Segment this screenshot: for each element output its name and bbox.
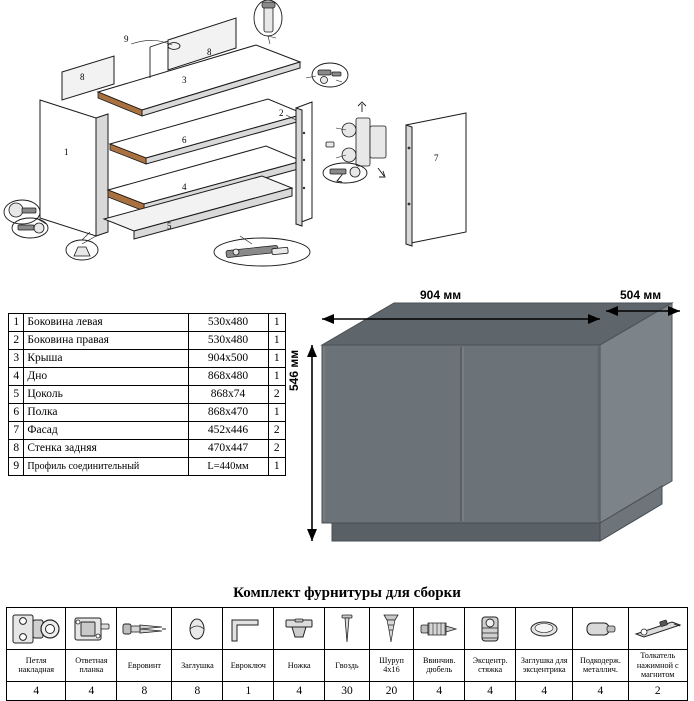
part-dimension: 904х500 — [188, 350, 268, 368]
kit-icons-row — [7, 608, 688, 650]
kit-title: Комплект фурнитуры для сборки — [233, 585, 461, 601]
hardware-bubble-dowel-screw — [312, 63, 348, 87]
parts-table — [8, 313, 286, 476]
table-row — [9, 422, 286, 440]
part-number: 6 — [9, 404, 24, 422]
exploded-assembly-diagram — [0, 0, 694, 285]
table-row — [9, 332, 286, 350]
eccentric-icon — [465, 608, 516, 650]
table-row — [9, 368, 286, 386]
kit-item-label: Шуруп 4х16 — [369, 650, 414, 682]
kit-item-count: 4 — [414, 681, 465, 700]
euro-screw-icon — [117, 608, 172, 650]
hardware-bubble-cam-left2 — [12, 218, 48, 238]
cabinet-height-label: 546 мм — [287, 349, 301, 391]
callout-1: 1 — [64, 147, 69, 157]
part-name: Профиль соединительный — [24, 458, 188, 476]
callout-3: 3 — [182, 75, 187, 85]
kit-item-label: Заглушка для эксцентрика — [516, 650, 573, 682]
part-quantity: 1 — [268, 368, 285, 386]
callout-6: 6 — [182, 135, 187, 145]
magnetic-catch-icon — [628, 608, 688, 650]
table-row — [9, 440, 286, 458]
kit-item-count: 8 — [172, 681, 223, 700]
part-dimension: L=440мм — [188, 458, 268, 476]
callout-8a: 8 — [80, 72, 85, 82]
callout-8b: 8 — [207, 47, 212, 57]
mounting-plate-icon — [66, 608, 117, 650]
kit-item-label: Толкатель нажимной с магнитом — [628, 650, 688, 682]
part-dimension: 530х480 — [188, 314, 268, 332]
part-facade — [406, 113, 466, 246]
hardware-bubble-rail — [214, 238, 310, 266]
part-number: 1 — [9, 314, 24, 332]
part-name: Дно — [24, 368, 188, 386]
hardware-bubble-foot — [66, 232, 98, 260]
callout-9: 9 — [124, 34, 129, 44]
euro-key-icon — [223, 608, 274, 650]
part-dimension: 470х447 — [188, 440, 268, 458]
part-name: Боковина левая — [24, 314, 188, 332]
kit-item-count: 2 — [628, 681, 688, 700]
part-quantity: 2 — [268, 440, 285, 458]
callout-7: 7 — [434, 153, 439, 163]
part-dimension: 868х480 — [188, 368, 268, 386]
cabinet-3d-drawing — [287, 285, 694, 570]
kit-item-count: 1 — [223, 681, 274, 700]
screw-in-dowel-icon — [414, 608, 465, 650]
kit-item-count: 4 — [66, 681, 117, 700]
table-row — [9, 314, 286, 332]
kit-item-label: Евроключ — [223, 650, 274, 682]
eccentric-cap-icon — [516, 608, 573, 650]
kit-item-label: Заглушка — [172, 650, 223, 682]
part-number: 8 — [9, 440, 24, 458]
part-name: Цоколь — [24, 386, 188, 404]
hardware-kit-table — [6, 607, 688, 701]
part-name: Крыша — [24, 350, 188, 368]
part-dimension: 452х446 — [188, 422, 268, 440]
kit-item-count: 8 — [117, 681, 172, 700]
kit-item-count: 4 — [274, 681, 325, 700]
part-name: Полка — [24, 404, 188, 422]
table-row — [9, 350, 286, 368]
part-number: 5 — [9, 386, 24, 404]
kit-item-count: 20 — [369, 681, 414, 700]
table-row — [9, 458, 286, 476]
kit-item-count: 4 — [516, 681, 573, 700]
kit-item-label: Ножка — [274, 650, 325, 682]
part-quantity: 1 — [268, 404, 285, 422]
screw-icon — [369, 608, 414, 650]
part-quantity: 2 — [268, 422, 285, 440]
hardware-bubble-confirmat-top — [254, 0, 282, 44]
cap-icon — [172, 608, 223, 650]
kit-item-label: Гвоздь — [325, 650, 370, 682]
parts-table-body — [9, 314, 286, 476]
table-row — [9, 386, 286, 404]
callout-5: 5 — [167, 221, 172, 231]
part-quantity: 1 — [268, 350, 285, 368]
part-number: 7 — [9, 422, 24, 440]
kit-item-count: 30 — [325, 681, 370, 700]
cabinet-depth-label: 504 мм — [620, 288, 662, 302]
kit-labels-row — [7, 650, 688, 682]
kit-item-label: Ответная планка — [66, 650, 117, 682]
part-number: 3 — [9, 350, 24, 368]
part-dimension: 530х480 — [188, 332, 268, 350]
kit-item-label: Подкодерж. металлич. — [573, 650, 628, 682]
part-quantity: 1 — [268, 332, 285, 350]
kit-item-label: Эксцентр. стяжка — [465, 650, 516, 682]
hinge-icon — [7, 608, 66, 650]
foot-icon — [274, 608, 325, 650]
kit-counts-row — [7, 681, 688, 700]
hardware-bubble-minifix — [323, 163, 367, 183]
part-number: 2 — [9, 332, 24, 350]
part-number: 9 — [9, 458, 24, 476]
part-name: Боковина правая — [24, 332, 188, 350]
part-number: 4 — [9, 368, 24, 386]
part-right-side — [296, 102, 312, 226]
kit-item-count: 4 — [573, 681, 628, 700]
callout-2: 2 — [279, 108, 284, 118]
kit-item-label: Евровинт — [117, 650, 172, 682]
kit-item-count: 4 — [465, 681, 516, 700]
part-quantity: 1 — [268, 458, 285, 476]
part-dimension: 868х470 — [188, 404, 268, 422]
kit-item-label: Петля накладная — [7, 650, 66, 682]
part-name: Фасад — [24, 422, 188, 440]
part-dimension: 868х74 — [188, 386, 268, 404]
part-quantity: 2 — [268, 386, 285, 404]
nail-icon — [325, 608, 370, 650]
kit-item-label: Ввинчив. дюбель — [414, 650, 465, 682]
kit-item-count: 4 — [7, 681, 66, 700]
part-name: Стенка задняя — [24, 440, 188, 458]
part-quantity: 1 — [268, 314, 285, 332]
metal-shelf-support-icon — [573, 608, 628, 650]
part-left-side — [40, 100, 108, 236]
callout-4: 4 — [182, 182, 187, 192]
table-row — [9, 404, 286, 422]
cabinet-width-label: 904 мм — [420, 288, 462, 302]
